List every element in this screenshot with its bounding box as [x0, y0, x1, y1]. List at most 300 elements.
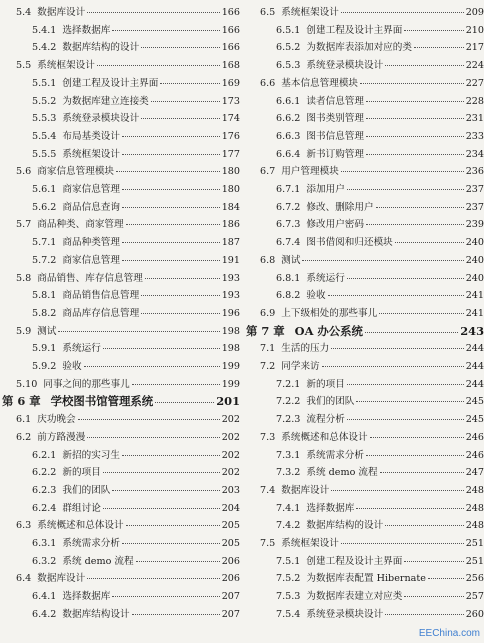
toc-subsection-row [246, 608, 484, 621]
toc-entry-page: 166 [221, 7, 240, 18]
toc-subsection-row [2, 360, 240, 373]
toc-entry-title: 系统登录模块设计 [306, 608, 384, 620]
toc-entry-title: 上下级相处的那些事儿 [281, 307, 378, 319]
dot-leader [160, 82, 219, 84]
toc-entry-page: 234 [465, 148, 484, 160]
dot-leader [126, 524, 220, 526]
toc-entry-number: 7.3.1 [276, 449, 301, 461]
toc-section-row [246, 254, 484, 267]
dot-leader [366, 100, 464, 102]
dot-leader [103, 507, 220, 509]
dot-leader [376, 206, 464, 208]
dot-leader [341, 11, 464, 13]
toc-subsection-row [246, 378, 484, 391]
toc-section-row [246, 537, 484, 550]
toc-entry-title: 为数据库表配置 Hibernate [306, 573, 426, 585]
toc-subsection-row [2, 254, 240, 267]
toc-subsection-row [246, 183, 484, 196]
toc-entry-number: 6.9 [260, 307, 276, 319]
toc-entry-page: 176 [221, 130, 240, 142]
toc-entry-page: 240 [465, 254, 484, 266]
toc-entry-page: 169 [221, 77, 240, 89]
toc-subsection-row [246, 24, 484, 37]
toc-entry-page: 209 [465, 7, 484, 18]
toc-subsection-row [2, 24, 240, 37]
toc-section-row [246, 77, 484, 90]
toc-entry-number: 5.9 [16, 325, 32, 337]
toc-entry-title: 系统框架设计 [62, 148, 120, 160]
toc-entry-page: 193 [221, 272, 240, 284]
toc-entry-number: 5.5.1 [32, 77, 57, 89]
toc-subsection-row [246, 148, 484, 161]
toc-entry-title: 我们的团队 [306, 396, 355, 408]
toc-entry-page: 196 [221, 307, 240, 319]
toc-entry-page: 184 [221, 201, 240, 213]
toc-subsection-row [2, 183, 240, 196]
toc-entry-title: 选择数据库 [306, 502, 355, 514]
toc-section-row [2, 325, 240, 338]
dot-leader [112, 489, 219, 491]
toc-entry-title: 选择数据库 [62, 591, 111, 603]
toc-entry-page: 233 [465, 130, 484, 142]
dot-leader [122, 241, 220, 243]
toc-entry-page: 240 [465, 237, 484, 249]
dot-leader [395, 241, 464, 243]
toc-entry-title: 数据库结构设计 [62, 608, 130, 620]
toc-section-row [2, 6, 240, 19]
dot-leader [112, 595, 219, 597]
toc-entry-page: 251 [465, 538, 484, 549]
toc-section-row [246, 484, 484, 497]
toc-entry-page: 187 [221, 237, 240, 249]
toc-entry-number: 7.2.1 [276, 378, 301, 390]
toc-entry-number: 6.6 [260, 77, 276, 89]
toc-entry-number: 6.3.1 [32, 538, 57, 549]
toc-subsection-row [246, 95, 484, 108]
toc-entry-page: 174 [221, 113, 240, 125]
toc-subsection-row [246, 236, 484, 249]
toc-entry-number: 5.4 [16, 7, 32, 18]
dot-leader [87, 11, 219, 13]
toc-entry-page: 239 [465, 219, 484, 231]
dot-leader [341, 170, 464, 172]
toc-entry-title: OA 办公系统 [294, 323, 363, 338]
toc-entry-number: 6.3 [16, 520, 32, 532]
toc-section-row [2, 378, 240, 391]
toc-entry-title: 前方路漫漫 [37, 431, 86, 443]
toc-entry-title: 数据库结构的设计 [306, 520, 384, 532]
toc-section-row [246, 360, 484, 373]
toc-entry-number: 5.4.2 [32, 42, 57, 54]
toc-section-row [246, 431, 484, 444]
toc-entry-title: 创建工程及设计主界面 [62, 77, 159, 89]
toc-entry-number: 7.2.2 [276, 396, 301, 408]
toc-entry-title: 测试 [281, 254, 301, 266]
toc-entry-number: 7.4.2 [276, 520, 301, 532]
toc-entry-title: 庆功晚会 [37, 414, 76, 426]
dot-leader [122, 454, 220, 456]
toc-entry-title: 选择数据库 [62, 24, 111, 36]
toc-entry-title: 图书类别管理 [306, 113, 364, 125]
toc-entry-page: 210 [465, 24, 484, 36]
toc-entry-number: 7.4 [260, 484, 276, 496]
dot-leader [87, 436, 219, 438]
toc-entry-title: 系统运行 [306, 272, 345, 284]
toc-entry-number: 6.2 [16, 431, 32, 443]
toc-chapter-row [2, 395, 240, 408]
toc-entry-number: 5.7.2 [32, 254, 57, 266]
toc-entry-page: 199 [221, 378, 240, 390]
toc-subsection-row [2, 590, 240, 603]
toc-entry-page: 243 [460, 323, 484, 338]
dot-leader [366, 223, 464, 225]
dot-leader [122, 188, 220, 190]
toc-entry-number: 7.5.3 [276, 591, 301, 603]
dot-leader [78, 418, 220, 420]
toc-entry-title: 创建工程及设计主界面 [306, 555, 403, 567]
toc-entry-page: 206 [221, 555, 240, 567]
toc-entry-title: 系统概述和总体设计 [37, 520, 124, 532]
toc-entry-title: 数据库设计 [281, 484, 330, 496]
toc-entry-title: 创建工程及设计主界面 [306, 24, 403, 36]
toc-entry-number: 5.6.2 [32, 201, 57, 213]
toc-entry-page: 206 [221, 573, 240, 585]
toc-subsection-row [246, 218, 484, 231]
toc-entry-title: 商家信息管理 [62, 254, 120, 266]
toc-entry-number: 5.9.2 [32, 361, 57, 372]
toc-entry-number: 5.9.1 [32, 343, 57, 355]
dot-leader [385, 613, 464, 615]
dot-leader [126, 223, 220, 225]
toc-entry-page: 227 [465, 77, 484, 89]
toc-entry-title: 商品信息查询 [62, 201, 120, 213]
toc-entry-number: 5.5 [16, 60, 32, 72]
dot-leader [122, 542, 220, 544]
dot-leader [103, 471, 220, 473]
toc-entry-number: 6.5.3 [276, 60, 301, 72]
toc-entry-title: 测试 [37, 325, 57, 337]
toc-section-row [2, 165, 240, 178]
toc-entry-page: 231 [465, 113, 484, 125]
toc-entry-title: 我们的团队 [62, 484, 111, 496]
toc-subsection-row [246, 502, 484, 515]
toc-entry-number: 5.5.4 [32, 130, 57, 142]
toc-subsection-row [2, 41, 240, 54]
dot-leader [365, 331, 458, 333]
toc-entry-title: 图书借阅和归还模块 [306, 237, 393, 249]
toc-entry-title: 新招的实习生 [62, 449, 120, 461]
dot-leader [366, 153, 464, 155]
toc-entry-page: 199 [221, 361, 240, 372]
toc-subsection-row [246, 555, 484, 568]
dot-leader [145, 277, 220, 279]
toc-entry-number: 6.7.1 [276, 184, 301, 195]
toc-entry-title: 新的项目 [306, 378, 345, 390]
toc-entry-page: 224 [465, 60, 484, 72]
toc-entry-title: 数据库设计 [37, 7, 86, 18]
toc-entry-page: 228 [465, 95, 484, 107]
toc-entry-title: 图书信息管理 [306, 130, 364, 142]
dot-leader [347, 418, 464, 420]
toc-entry-page: 198 [221, 343, 240, 355]
toc-subsection-row [2, 130, 240, 143]
toc-entry-page: 202 [221, 449, 240, 461]
toc-entry-title: 群组讨论 [62, 502, 101, 514]
toc-entry-title: 商品种类、商家管理 [37, 219, 124, 231]
toc-subsection-row [246, 590, 484, 603]
dot-leader [151, 100, 220, 102]
toc-entry-number: 7.3.2 [276, 467, 301, 479]
toc-entry-number: 6.7 [260, 166, 276, 178]
dot-leader [132, 613, 220, 615]
toc-entry-title: 布局基类设计 [62, 130, 120, 142]
toc-entry-page: 205 [221, 520, 240, 532]
toc-entry-title: 验收 [306, 290, 326, 302]
toc-entry-title: 商品库存信息管理 [62, 307, 140, 319]
toc-entry-page: 168 [221, 60, 240, 72]
dot-leader [356, 507, 463, 509]
toc-entry-title: 为数据库表添加对应的类 [306, 42, 412, 54]
toc-entry-page: 241 [465, 290, 484, 302]
toc-entry-page: 246 [465, 449, 484, 461]
toc-section-row [246, 165, 484, 178]
toc-section-row [2, 413, 240, 426]
toc-entry-title: 读者信息管理 [306, 95, 364, 107]
toc-entry-page: 248 [465, 502, 484, 514]
toc-subsection-row [2, 484, 240, 497]
toc-entry-number: 7.4.1 [276, 502, 301, 514]
dot-leader [84, 365, 220, 367]
dot-leader [331, 347, 463, 349]
toc-entry-page: 247 [465, 467, 484, 479]
toc-entry-number: 5.8 [16, 272, 32, 284]
toc-entry-number: 5.10 [16, 378, 38, 390]
toc-entry-page: 180 [221, 184, 240, 195]
toc-subsection-row [246, 289, 484, 302]
toc-entry-title: 系统登录模块设计 [306, 60, 384, 72]
dot-leader [360, 82, 464, 84]
dot-leader [141, 117, 220, 119]
toc-entry-page: 244 [465, 343, 484, 355]
toc-entry-number: 第 7 章 [246, 323, 285, 338]
toc-entry-page: 202 [221, 414, 240, 426]
toc-subsection-row [246, 130, 484, 143]
toc-entry-number: 5.6 [16, 166, 32, 178]
toc-entry-number: 5.7 [16, 219, 32, 231]
toc-section-row [246, 6, 484, 19]
toc-entry-title: 系统运行 [62, 343, 101, 355]
toc-entry-page: 166 [221, 24, 240, 36]
toc-entry-number: 6.7.2 [276, 201, 301, 213]
dot-leader [155, 401, 214, 403]
toc-entry-title: 新书订购管理 [306, 148, 364, 160]
toc-entry-title: 系统登录模块设计 [62, 113, 140, 125]
toc-entry-title: 同事之间的那些事儿 [43, 378, 130, 390]
toc-entry-number: 7.5.2 [276, 573, 301, 585]
dot-leader [331, 489, 463, 491]
dot-leader [428, 577, 464, 579]
toc-entry-page: 205 [221, 538, 240, 549]
toc-entry-title: 添加用户 [306, 184, 345, 195]
toc-entry-number: 7.3 [260, 431, 276, 443]
toc-subsection-row [2, 112, 240, 125]
toc-entry-title: 商品销售信息管理 [62, 290, 140, 302]
toc-entry-number: 5.4.1 [32, 24, 57, 36]
toc-entry-number: 5.7.1 [32, 237, 57, 249]
toc-entry-number: 6.5.1 [276, 24, 301, 36]
toc-entry-page: 236 [465, 166, 484, 178]
toc-entry-number: 5.8.2 [32, 307, 57, 319]
toc-subsection-row [246, 59, 484, 72]
dot-leader [366, 454, 464, 456]
toc-subsection-row [2, 148, 240, 161]
toc-entry-page: 245 [465, 414, 484, 426]
toc-entry-page: 207 [221, 591, 240, 603]
toc-subsection-row [246, 449, 484, 462]
dot-leader [347, 277, 464, 279]
dot-leader [404, 595, 463, 597]
dot-leader [366, 135, 464, 137]
toc-section-row [2, 572, 240, 585]
toc-subsection-row [246, 413, 484, 426]
toc-entry-number: 7.5 [260, 538, 276, 549]
dot-leader [385, 524, 464, 526]
toc-entry-number: 6.6.1 [276, 95, 301, 107]
dot-leader [103, 347, 220, 349]
toc-entry-number: 6.8.1 [276, 272, 301, 284]
toc-entry-number: 5.5.2 [32, 95, 57, 107]
toc-entry-number: 6.2.4 [32, 502, 57, 514]
toc-entry-number: 6.1 [16, 414, 32, 426]
toc-entry-number: 6.7.4 [276, 237, 301, 249]
toc-entry-page: 260 [465, 608, 484, 620]
toc-section-row [2, 519, 240, 532]
dot-leader [58, 330, 219, 332]
toc-entry-title: 流程分析 [306, 414, 345, 426]
toc-entry-page: 202 [221, 431, 240, 443]
toc-subsection-row [2, 77, 240, 90]
toc-entry-number: 6.4.2 [32, 608, 57, 620]
toc-entry-title: 系统 demo 流程 [62, 555, 134, 567]
toc-entry-title: 同学来访 [281, 361, 320, 372]
toc-entry-number: 7.5.1 [276, 555, 301, 567]
dot-leader [404, 560, 463, 562]
toc-entry-page: 201 [216, 394, 240, 409]
dot-leader [87, 577, 219, 579]
toc-entry-page: 180 [221, 166, 240, 178]
toc-entry-page: 257 [465, 591, 484, 603]
dot-leader [141, 312, 220, 314]
toc-entry-title: 系统概述和总体设计 [281, 431, 368, 443]
toc-entry-number: 5.5.5 [32, 148, 57, 160]
toc-section-row [2, 272, 240, 285]
dot-leader [347, 383, 464, 385]
toc-entry-page: 204 [221, 502, 240, 514]
dot-leader [302, 259, 463, 261]
toc-entry-page: 251 [465, 555, 484, 567]
toc-entry-title: 学校图书馆管理系统 [50, 394, 154, 409]
dot-leader [116, 170, 220, 172]
toc-subsection-row [2, 307, 240, 320]
toc-entry-title: 为数据库建立连接类 [62, 95, 149, 107]
dot-leader [414, 46, 464, 48]
dot-leader [404, 29, 463, 31]
toc-entry-number: 6.7.3 [276, 219, 301, 231]
dot-leader [122, 259, 220, 261]
toc-entry-page: 202 [221, 467, 240, 479]
toc-subsection-row [246, 519, 484, 532]
toc-entry-number: 6.6.2 [276, 113, 301, 125]
toc-section-row [2, 218, 240, 231]
dot-leader [132, 383, 220, 385]
toc-entry-page: 166 [221, 42, 240, 54]
toc-entry-number: 6.3.2 [32, 555, 57, 567]
toc-entry-title: 系统框架设计 [281, 538, 339, 549]
toc-entry-title: 修改用户密码 [306, 219, 364, 231]
toc-entry-number: 6.4 [16, 573, 32, 585]
toc-entry-title: 商品销售、库存信息管理 [37, 272, 143, 284]
toc-entry-title: 商家信息管理 [62, 184, 120, 195]
toc-entry-page: 217 [465, 42, 484, 54]
toc-entry-page: 237 [465, 201, 484, 213]
toc-entry-page: 246 [465, 431, 484, 443]
toc-subsection-row [246, 112, 484, 125]
toc-entry-number: 6.6.4 [276, 148, 301, 160]
toc-subsection-row [246, 41, 484, 54]
toc-section-row [246, 342, 484, 355]
toc-subsection-row [2, 95, 240, 108]
toc-entry-title: 系统需求分析 [62, 538, 120, 549]
toc-subsection-row [2, 449, 240, 462]
toc-subsection-row [2, 289, 240, 302]
toc-entry-title: 商品种类管理 [62, 237, 120, 249]
dot-leader [356, 400, 463, 402]
toc-subsection-row [2, 201, 240, 214]
dot-leader [366, 117, 464, 119]
toc-entry-title: 系统需求分析 [306, 449, 364, 461]
toc-entry-title: 商家信息管理模块 [37, 166, 115, 178]
toc-entry-number: 6.5 [260, 7, 276, 18]
toc-entry-number: 5.6.1 [32, 184, 57, 195]
toc-entry-title: 用户管理模块 [281, 166, 339, 178]
toc-subsection-row [2, 236, 240, 249]
toc-entry-number: 6.8 [260, 254, 276, 266]
toc-entry-title: 验收 [62, 361, 82, 372]
toc-entry-page: 237 [465, 184, 484, 195]
toc-entry-page: 207 [221, 608, 240, 620]
toc-section-row [2, 431, 240, 444]
toc-entry-title: 系统框架设计 [37, 60, 95, 72]
toc-subsection-row [246, 466, 484, 479]
toc-entry-page: 173 [221, 95, 240, 107]
dot-leader [328, 294, 464, 296]
dot-leader [370, 436, 464, 438]
toc-entry-number: 7.5.4 [276, 608, 301, 620]
toc-entry-page: 240 [465, 272, 484, 284]
toc-entry-title: 生活的压力 [281, 343, 330, 355]
toc-entry-number: 6.2.1 [32, 449, 57, 461]
toc-entry-page: 186 [221, 219, 240, 231]
toc-entry-title: 系统 demo 流程 [306, 467, 378, 479]
dot-leader [347, 188, 464, 190]
toc-subsection-row [2, 555, 240, 568]
dot-leader [136, 560, 220, 562]
toc-entry-page: 193 [221, 290, 240, 302]
toc-subsection-row [2, 466, 240, 479]
toc-entry-number: 6.4.1 [32, 591, 57, 603]
toc-entry-page: 191 [221, 254, 240, 266]
toc-entry-title: 系统框架设计 [281, 7, 339, 18]
